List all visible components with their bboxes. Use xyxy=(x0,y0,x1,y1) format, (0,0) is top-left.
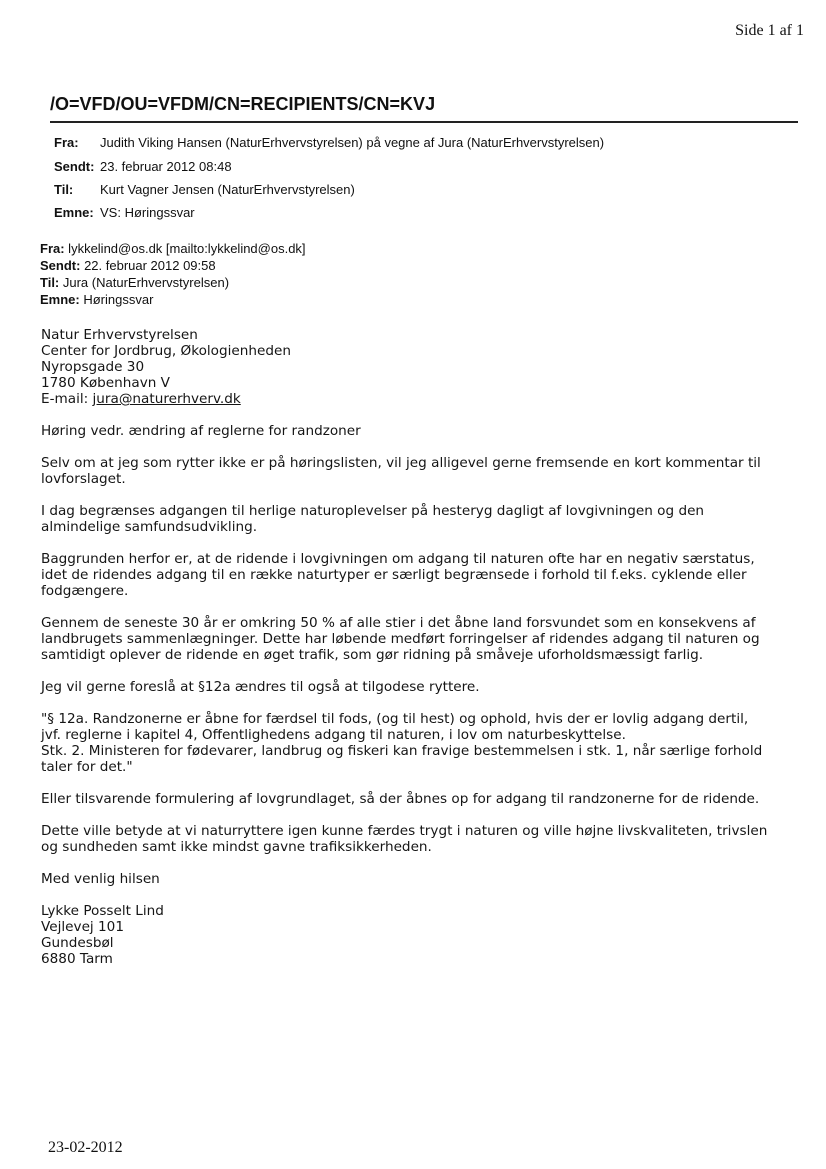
address-line: Natur Erhvervstyrelsen xyxy=(41,327,198,343)
paragraph-line: og sundheden samt ikke mindst gavne trafiksikkerheden. xyxy=(41,839,432,855)
forwarded-from-value: lykkelind@os.dk [mailto:lykkelind@os.dk] xyxy=(64,241,306,256)
forwarded-sent-value: 22. februar 2012 09:58 xyxy=(80,258,216,273)
signature-name: Lykke Posselt Lind xyxy=(41,903,164,919)
paragraph-line: Gennem de seneste 30 år er omkring 50 % af alle stier i det åbne land forsvundet som en konsekvens af xyxy=(41,615,756,631)
signature-town: Gundesbøl xyxy=(41,935,114,951)
paragraph-line: Eller tilsvarende formulering af lovgrundlaget, så der åbnes op for adgang til randzonerne for de ridende. xyxy=(41,791,760,807)
quote-line: jvf. reglerne i kapitel 4, Offentlighedens adgang til naturen, i lov om naturbeskyttelse. xyxy=(41,727,626,743)
signature-street: Vejlevej 101 xyxy=(41,919,124,935)
email-body xyxy=(41,327,811,967)
header-subject-value: VS: Høringssvar xyxy=(100,205,195,220)
paragraph-line: landbrugets sammenlægninger. Dette har løbende medført forringelser af ridendes adgang til naturen og xyxy=(41,631,760,647)
paragraph-line: I dag begrænses adgangen til herlige naturoplevelser på hesteryg dagligt af lovgivningen og den xyxy=(41,503,705,519)
quote-line: taler for det." xyxy=(41,759,133,775)
paragraph-line: almindelige samfundsudvikling. xyxy=(41,519,258,535)
quote-line: "§ 12a. Randzonerne er åbne for færdsel til fods, (og til hest) og ophold, hvis der er lovlig adgang dertil, xyxy=(41,711,749,727)
forwarded-subject-label: Emne: xyxy=(40,292,80,307)
header-to-label: Til: xyxy=(54,182,74,197)
forwarded-to-row xyxy=(40,275,229,291)
signature-postal: 6880 Tarm xyxy=(41,951,113,967)
page-number: Side 1 af 1 xyxy=(735,22,804,39)
header-subject-label: Emne: xyxy=(54,205,94,220)
header-to-row xyxy=(54,182,355,198)
paragraph-line: Jeg vil gerne foreslå at §12a ændres til også at tilgodese ryttere. xyxy=(41,679,480,695)
forwarded-subject-row xyxy=(40,292,153,308)
forwarded-sent-label: Sendt: xyxy=(40,258,81,273)
paragraph-line: lovforslaget. xyxy=(41,471,126,487)
header-sent-label: Sendt: xyxy=(54,159,95,174)
quote-line: Stk. 2. Ministeren for fødevarer, landbrug og fiskeri kan fravige bestemmelsen i stk. 1, når særlige forhold xyxy=(41,743,763,759)
paragraph-line: samtidigt oplever de ridende en øget trafik, som gør ridning på småveje uforholdsmæssigt farlig. xyxy=(41,647,704,663)
paragraph-line: Baggrunden herfor er, at de ridende i lovgivningen om adgang til naturen ofte har en negativ særstatus, xyxy=(41,551,755,567)
email-link[interactable]: jura@naturerhverv.dk xyxy=(92,391,241,407)
subject-line: Høring vedr. ændring af reglerne for randzoner xyxy=(41,423,361,439)
forwarded-to-label: Til: xyxy=(40,275,60,290)
header-divider xyxy=(50,121,798,123)
address-line: Nyropsgade 30 xyxy=(41,359,145,375)
forwarded-to-value: Jura (NaturErhvervstyrelsen) xyxy=(59,275,230,290)
address-email-line xyxy=(41,391,811,407)
closing-line: Med venlig hilsen xyxy=(41,871,160,887)
address-line: 1780 København V xyxy=(41,375,170,391)
paragraph-line: idet de ridendes adgang til en række naturtyper er særligt begrænsede i forhold til f.eks. cyklende eller xyxy=(41,567,747,583)
forwarded-from-row xyxy=(40,241,306,257)
header-sent-row xyxy=(54,159,232,175)
header-from-row xyxy=(54,135,604,151)
paragraph-line: Selv om at jeg som rytter ikke er på høringslisten, vil jeg alligevel gerne fremsende en kort kommentar til xyxy=(41,455,761,471)
header-from-value: Judith Viking Hansen (NaturErhvervstyrelsen) på vegne af Jura (NaturErhvervstyrelsen) xyxy=(100,135,605,150)
forwarded-from-label: Fra: xyxy=(40,241,65,256)
forwarded-sent-row xyxy=(40,258,216,274)
paragraph-line: Dette ville betyde at vi naturryttere igen kunne færdes trygt i naturen og ville højne livskvaliteten, trivslen xyxy=(41,823,768,839)
outlook-header: /O=VFD/OU=VFDM/CN=RECIPIENTS/CN=KVJ xyxy=(50,94,436,114)
header-to-value: Kurt Vagner Jensen (NaturErhvervstyrelsen) xyxy=(100,182,355,197)
header-subject-row xyxy=(54,205,195,221)
forwarded-subject-value: Høringssvar xyxy=(79,292,154,307)
email-label: E-mail: xyxy=(41,391,93,407)
paragraph-line: fodgængere. xyxy=(41,583,129,599)
footer-date: 23-02-2012 xyxy=(48,1139,123,1156)
header-sent-value: 23. februar 2012 08:48 xyxy=(100,159,232,174)
address-line: Center for Jordbrug, Økologienheden xyxy=(41,343,291,359)
header-from-label: Fra: xyxy=(54,135,79,150)
